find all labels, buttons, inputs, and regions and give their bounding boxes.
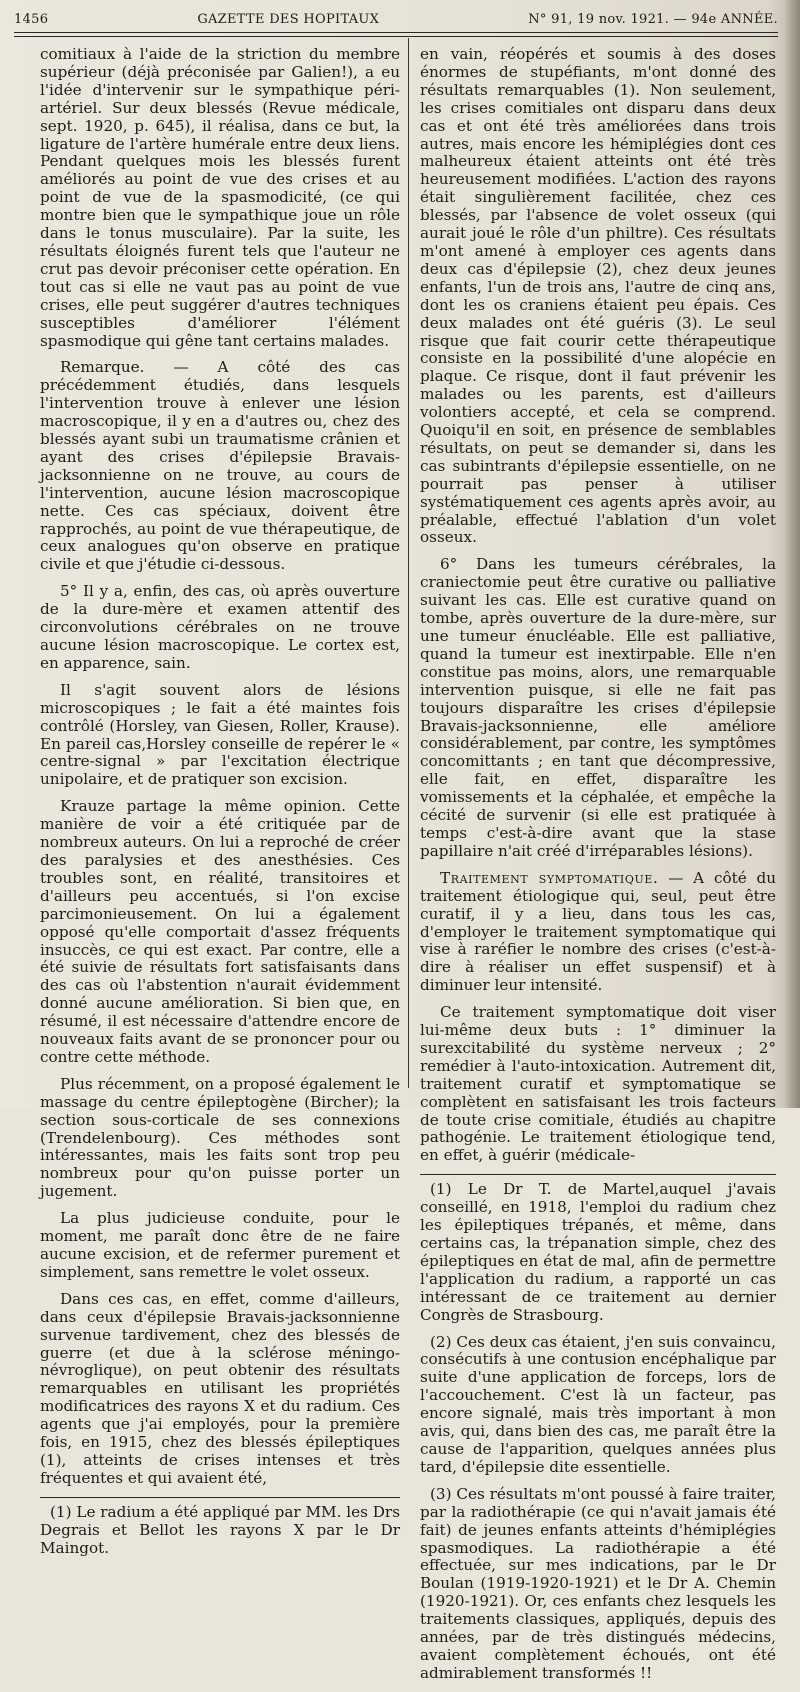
left-column: [40, 46, 400, 1567]
header-rule: [14, 32, 778, 37]
paragraph: Il s'agit souvent alors de lésions microscopiques ; le fait a été maintes fois contrôlé (Horsley, van Giesen, Roller, Krause). En pareil cas,Horsley conseille de repérer le « centre-signal » par l'excitation électrique unipolaire, et de pratiquer son excision.: [40, 680, 400, 789]
footnote-rule: [40, 1497, 400, 1498]
paragraph: en vain, réopérés et soumis à des doses énormes de stupéfiants, m'ont donné des résultats remarquables (1). Non seulement, les crises comitiales ont disparu dans deux cas et ont été très améliorées dans trois autres, mais encore les hémiplégies dont ces malheureux étaient atteints ont été très heureusement modifiées. L'action des rayons était singulièrement facilitée, chez ces blessés, par l'absence de volet osseux (qui aurait joué le rôle d'un philtre). Ces résultats m'ont amené à employer ces agents dans deux cas d'épilepsie (2), chez deux jeunes enfants, l'un de trois ans, l'autre de cinq ans, dont les os craniens étaient peu épais. Ces deux malades ont été guéris (3). Le seul risque que fait courir cette thérapeutique consiste en la possibilité d'une alopécie en plaque. Ce risque, dont il faut prévenir les malades ou les parents, est d'ailleurs volontiers accepté, et cela se comprend. Quoiqu'il en soit, en présence de semblables résultats, on peut se demander si, dans les cas subintrants d'épilepsie essentielle, on ne pourrait pas penser à utiliser systématiquement ces agents après avoir, au préalable, effectué l'ablation d'un volet osseux.: [420, 45, 776, 547]
paragraph: Ce traitement symptomatique doit viser lui-même deux buts : 1° diminuer la surexcitabilité du système nerveux ; 2° remédier à l'auto-intoxication. Autrement dit, traitement curatif et symptomatique se complètent en satisfaisant les trois facteurs de toute crise comitiale, étudiés au chapitre pathogénie. Le traitement étiologique tend, en effet, à guérir (médicale-: [420, 1003, 776, 1165]
paragraph: Plus récemment, on a proposé également le massage du centre épileptogène (Bircher); la section sous-corticale de ses connexions (Trendelenbourg). Ces méthodes sont intéressantes, mais les faits sont trop peu nombreux pour qu'on puisse porter un jugement.: [40, 1074, 400, 1201]
paragraph: Remarque. — A côté des cas précédemment étudiés, dans lesquels l'intervention trouve à enlever une lésion macroscopique, il y en a d'autres ou, chez des blessés ayant subi un traumatisme crânien et ayant des crises d'épilepsie Bravais-jacksonnienne on ne trouve, au cours de l'intervention, aucune lésion macroscopique nette. Ces cas spéciaux, doivent être rapprochés, au point de vue thérapeutique, de ceux analogues qu'on observe en pratique civile et que j'étudie ci-dessous.: [40, 358, 400, 574]
page-header: [14, 12, 778, 30]
right-column: [420, 46, 776, 1692]
paragraph: Krauze partage la même opinion. Cette manière de voir a été critiquée par de nombreux auteurs. On lui a reproché de créer des paralysies et des anesthésies. Ces troubles sont, en réalité, transitoires et d'ailleurs peu accentués, si l'on excise parcimonieusement. On lui a également opposé qu'elle comportait d'assez fréquents insuccès, ce qui est exact. Par contre, elle a été suivie de résultats fort satisfaisants dans des cas où l'abstention n'aurait évidemment donné aucune amélioration. Si bien que, en résumé, il est nécessaire d'attendre encore de nouveaux faits avant de se prononcer pour ou contre cette méthode.: [40, 797, 400, 1066]
section-text: — A côté du traitement étiologique qui, seul, peut être curatif, il y a lieu, dans tous les cas, d'employer le traitement symptomatique qui vise à raréfier le nombre des crises (c'est-à-dire à réaliser un effet suspensif) et à diminuer leur intensité.: [420, 868, 777, 995]
page-edge-shadow: [784, 0, 800, 1108]
paragraph: La plus judicieuse conduite, pour le moment, me paraît donc être de ne faire aucune excision, et de refermer purement et simplement, sans remettre le volet osseux.: [40, 1209, 400, 1281]
paragraph: Dans ces cas, en effet, comme d'ailleurs, dans ceux d'épilepsie Bravais-jacksonnienne survenue tardivement, chez des blessés de guerre (et due à la sclérose méningo-névroglique), on peut obtenir des résultats remarquables en utilisant les propriétés modificatrices des rayons X et du radium. Ces agents que j'ai employés, pour la première fois, en 1915, chez des blessés épileptiques (1), atteints de crises intenses et très fréquentes et qui avaient été,: [40, 1289, 400, 1487]
paragraph: [420, 870, 776, 995]
paragraph: 5° Il y a, enfin, des cas, où après ouverture de la dure-mère et examen attentif des circonvolutions cérébrales on ne trouve aucune lésion macroscopique. Le cortex est, en apparence, sain.: [40, 582, 400, 672]
footnote: (3) Ces résultats m'ont poussé à faire traiter, par la radiothérapie (ce qui n'avait jamais été fait) de jeunes enfants atteints d'hémiplégies spasmodiques. La radiothérapie a été effectuée, sur mes indications, par le Dr Boulan (1919-1920-1921) et le Dr A. Chemin (1920-1921). Or, ces enfants chez lesquels les traitements classiques, appliqués, depuis des années, par de très distingués médecins, avaient complètement échoués, ont été admirablement transformés !!: [420, 1484, 776, 1682]
page-number: 1456: [14, 12, 49, 27]
footnote: (1) Le radium a été appliqué par MM. les Drs Degrais et Bellot les rayons X par le Dr Maingot.: [40, 1502, 400, 1557]
footnote: (1) Le Dr T. de Martel,auquel j'avais conseillé, en 1918, l'emploi du radium chez les épileptiques trépanés, et même, dans certains cas, la trépanation simple, chez des épileptiques en état de mal, afin de permettre l'application du radium, a rapporté un cas intéressant de ce traitement au dernier Congrès de Strasbourg.: [420, 1180, 776, 1324]
footnote-rule: [420, 1174, 776, 1175]
journal-title: GAZETTE DES HOPITAUX: [197, 12, 380, 27]
issue-info: N° 91, 19 nov. 1921. — 94e ANNÉE.: [528, 12, 778, 27]
section-heading: Traitement symptomatique.: [440, 868, 659, 887]
paragraph: 6° Dans les tumeurs cérébrales, la craniectomie peut être curative ou palliative suivant les cas. Elle est curative quand on tombe, après ouverture de la dure-mère, sur une tumeur énucléable. Elle est palliative, quand la tumeur est inextirpable. Elle n'en constitue pas moins, alors, une remarquable intervention puisque, si elle ne fait pas toujours disparaître les crises d'épilepsie Bravais-jacksonnienne, elle améliore considérablement, par contre, les symptômes concomittants ; en tant que décompressive, elle fait, en effet, disparaître les vomissements et la céphalée, et empêche la cécité de survenir (si elle est pratiquée à temps c'est-à-dire avant que la stase papillaire n'ait créé d'irréparables lésions).: [420, 555, 776, 860]
column-divider: [408, 38, 409, 1088]
paragraph: comitiaux à l'aide de la striction du membre supérieur (déjà préconisée par Galien!), a eu l'idée d'intervenir sur le sympathique péri-artériel. Sur deux blessés (Revue médicale, sept. 1920, p. 645), il réalisa, dans ce but, la ligature de l'artère humérale entre deux liens. Pendant quelques mois les blessés furent améliorés au point de vue des crises et au point de vue de la spasmodicité, (ce qui montre bien que le sympathique joue un rôle dans le tonus musculaire). Par la suite, les résultats éloignés furent tels que l'auteur ne crut pas devoir préconiser cette opération. En tout cas si elle ne vaut pas au point de vue crises, elle peut suggérer d'autres techniques susceptibles d'améliorer l'élément spasmodique qui gêne tant certains malades.: [40, 45, 400, 350]
footnote: (2) Ces deux cas étaient, j'en suis convaincu, consécutifs à une contusion encéphalique par suite d'une application de forceps, lors de l'accouchement. C'est là un facteur, pas encore signalé, mais très important à mon avis, qui, dans bien des cas, me paraît être la cause de l'apparition, quelques années plus tard, d'épilepsie dite essentielle.: [420, 1332, 776, 1476]
